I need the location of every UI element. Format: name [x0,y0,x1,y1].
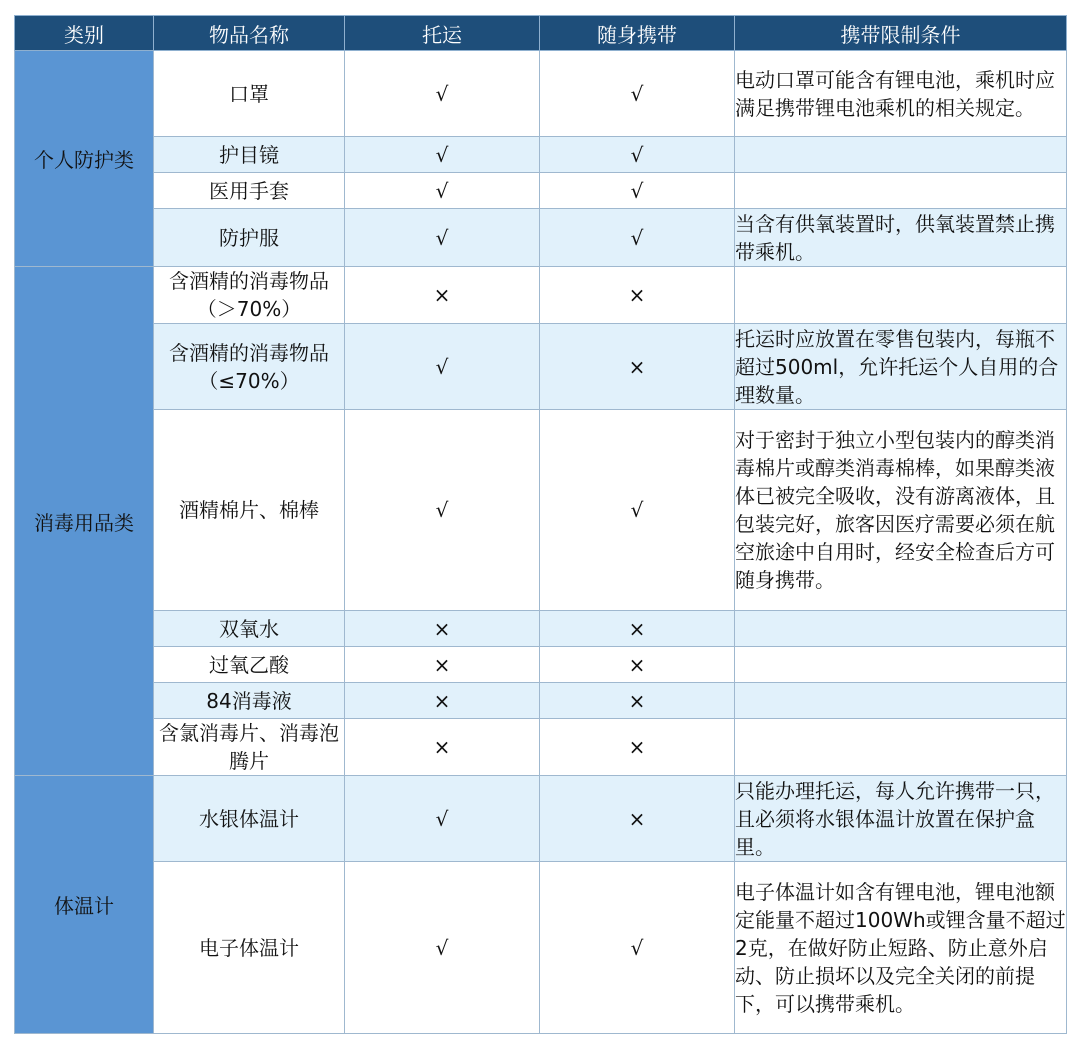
restriction-note [735,267,1067,324]
carry-on-mark: √ [540,137,735,173]
carry-on-mark: × [540,324,735,410]
checked-baggage-mark: × [345,683,540,719]
item-name: 84消毒液 [154,683,345,719]
checked-baggage-mark: √ [345,173,540,209]
item-name: 护目镜 [154,137,345,173]
category-disinfectant: 消毒用品类 [15,267,154,776]
restriction-note [735,647,1067,683]
header-restrictions: 携带限制条件 [735,16,1067,51]
table-row [15,267,1067,324]
table-row [15,776,1067,862]
restriction-note: 电子体温计如含有锂电池，锂电池额定能量不超过100Wh或锂含量不超过2克，在做好防止短路、防止意外启动、防止损坏以及完全关闭的前提下，可以携带乘机。 [735,862,1067,1034]
carry-on-mark: √ [540,410,735,611]
carry-on-mark: × [540,776,735,862]
restriction-note [735,683,1067,719]
restriction-note: 只能办理托运，每人允许携带一只，且必须将水银体温计放置在保护盒里。 [735,776,1067,862]
table-row [15,137,1067,173]
restriction-note: 当含有供氧装置时，供氧装置禁止携带乘机。 [735,209,1067,267]
restriction-note [735,611,1067,647]
carry-on-mark: × [540,683,735,719]
restriction-note [735,719,1067,776]
item-name: 含氯消毒片、消毒泡腾片 [154,719,345,776]
checked-baggage-mark: √ [345,324,540,410]
item-name: 含酒精的消毒物品（＞70%） [154,267,345,324]
checked-baggage-mark: √ [345,410,540,611]
item-name: 酒精棉片、棉棒 [154,410,345,611]
checked-baggage-mark: × [345,611,540,647]
table-row [15,324,1067,410]
category-thermometer: 体温计 [15,776,154,1034]
restriction-note [735,137,1067,173]
carry-on-mark: √ [540,862,735,1034]
header-checked-baggage: 托运 [345,16,540,51]
table-row [15,173,1067,209]
checked-baggage-mark: × [345,647,540,683]
checked-baggage-mark: × [345,719,540,776]
restrictions-table [14,15,1067,1034]
header-row [15,16,1067,51]
item-name: 防护服 [154,209,345,267]
item-name: 过氧乙酸 [154,647,345,683]
item-name: 双氧水 [154,611,345,647]
table-row [15,683,1067,719]
item-name: 电子体温计 [154,862,345,1034]
table-row [15,862,1067,1034]
restriction-note: 对于密封于独立小型包装内的醇类消毒棉片或醇类消毒棉棒，如果醇类液体已被完全吸收，没有游离液体，且包装完好，旅客因医疗需要必须在航空旅途中自用时，经安全检查后方可随身携带。 [735,410,1067,611]
checked-baggage-mark: √ [345,209,540,267]
item-name: 口罩 [154,51,345,137]
checked-baggage-mark: √ [345,51,540,137]
carry-on-mark: × [540,611,735,647]
category-personal-protection: 个人防护类 [15,51,154,267]
carry-on-mark: × [540,267,735,324]
table-row [15,410,1067,611]
carry-on-mark: √ [540,173,735,209]
carry-on-mark: √ [540,51,735,137]
table-row [15,719,1067,776]
checked-baggage-mark: √ [345,776,540,862]
checked-baggage-mark: × [345,267,540,324]
table-row [15,209,1067,267]
checked-baggage-mark: √ [345,137,540,173]
carry-on-mark: √ [540,209,735,267]
restriction-note: 电动口罩可能含有锂电池，乘机时应满足携带锂电池乘机的相关规定。 [735,51,1067,137]
table-row [15,611,1067,647]
header-item-name: 物品名称 [154,16,345,51]
checked-baggage-mark: √ [345,862,540,1034]
restriction-note [735,173,1067,209]
restriction-note: 托运时应放置在零售包装内，每瓶不超过500ml，允许托运个人自用的合理数量。 [735,324,1067,410]
carry-on-mark: × [540,719,735,776]
item-name: 含酒精的消毒物品（≤70%） [154,324,345,410]
table-row [15,647,1067,683]
table-row [15,51,1067,137]
item-name: 医用手套 [154,173,345,209]
header-category: 类别 [15,16,154,51]
item-name: 水银体温计 [154,776,345,862]
header-carry-on: 随身携带 [540,16,735,51]
carry-on-mark: × [540,647,735,683]
